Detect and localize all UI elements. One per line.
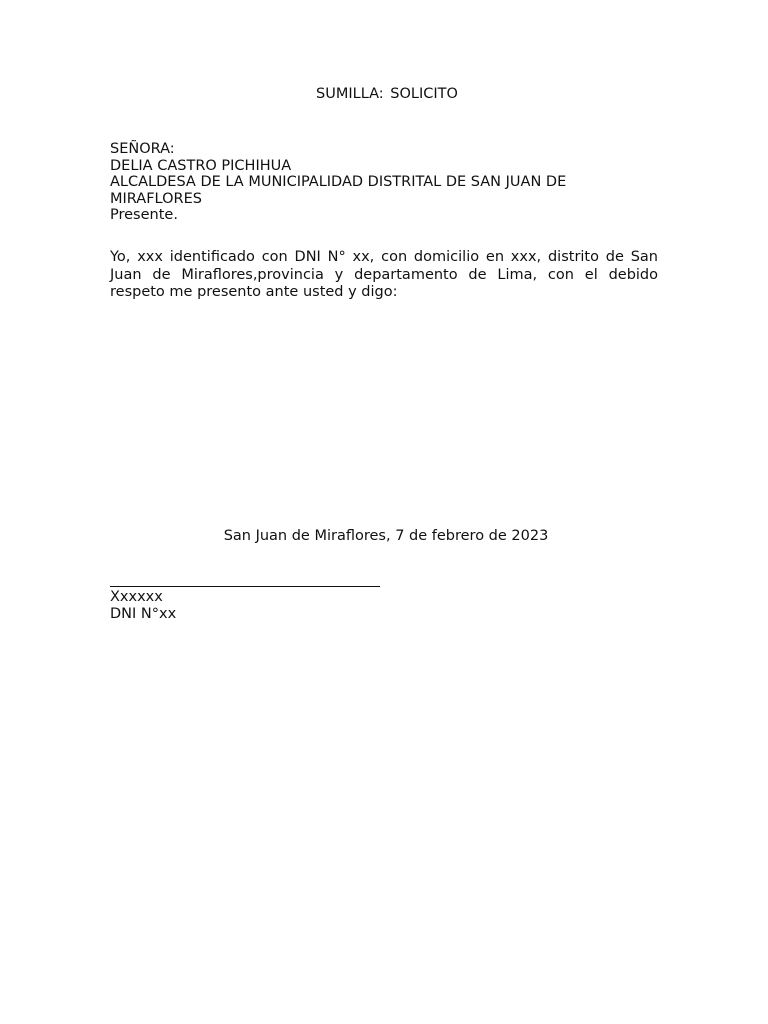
- signature-dni: DNI N°xx: [110, 605, 177, 622]
- addressee-title-line2: MIRAFLORES: [110, 190, 202, 207]
- sumilla-heading: SUMILLA: SOLICITO: [316, 86, 458, 102]
- salutation: SEÑORA:: [110, 141, 175, 157]
- signature-line: [110, 574, 380, 587]
- signature-block: [110, 574, 410, 622]
- signature-name: Xxxxxx: [110, 589, 163, 605]
- addressee-name: DELIA CASTRO PICHIHUA: [110, 157, 292, 174]
- date-line: San Juan de Miraflores, 7 de febrero de 2023: [223, 528, 549, 544]
- presente-text: Presente.: [110, 207, 178, 223]
- body-paragraph: Yo, xxx identificado con DNI N° xx, con domicilio en xxx, distrito de San Juan de Miraflores,provincia y departamento de Lima, con el debido respeto me presento ante usted y digo:: [110, 249, 658, 300]
- addressee-block: [110, 141, 670, 224]
- addressee-title-line1: ALCALDESA DE LA MUNICIPALIDAD DISTRITAL DE SAN JUAN DE: [110, 174, 567, 190]
